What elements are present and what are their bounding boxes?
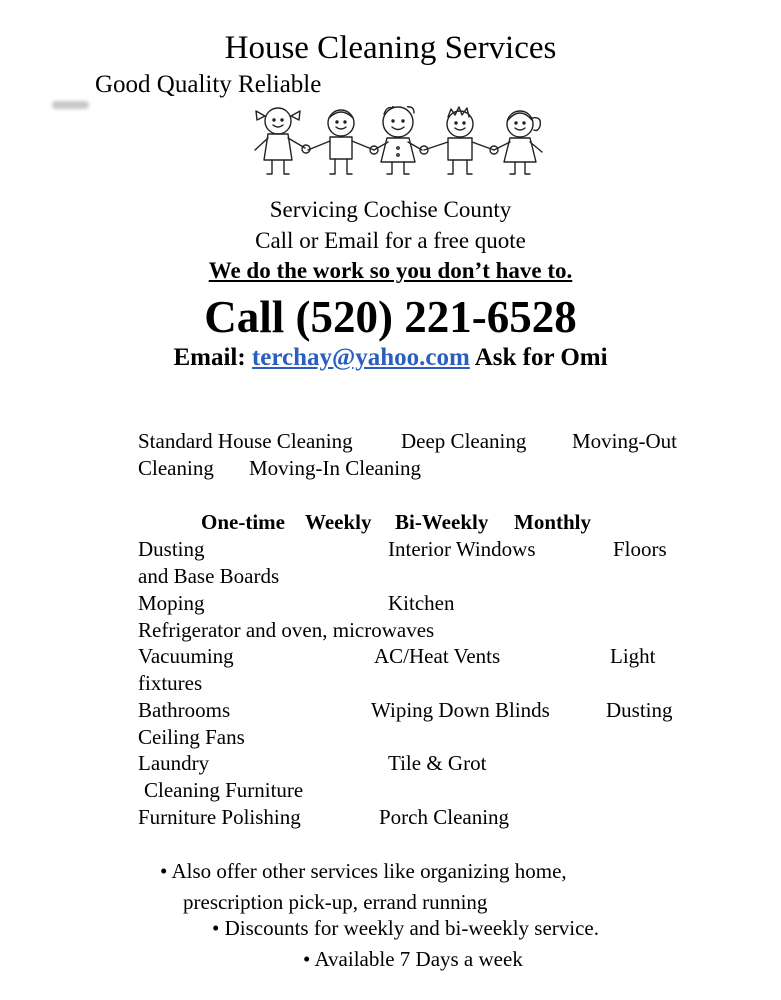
- bullet-other-services: [160, 857, 567, 885]
- task-dusting: Dusting: [138, 537, 205, 561]
- task-moping: Moping: [138, 591, 205, 615]
- email-line: [0, 342, 781, 374]
- free-quote-text: Call or Email for a free quote: [255, 228, 526, 253]
- service-standard: Standard House Cleaning: [138, 429, 353, 453]
- service-deep: Deep Cleaning: [401, 429, 527, 453]
- service-moving-out-cont: Cleaning: [138, 456, 214, 480]
- task-floors: Floors: [613, 537, 667, 561]
- task-ac-vents: AC/Heat Vents: [374, 644, 501, 668]
- page-title: House Cleaning Services: [224, 30, 557, 66]
- smudge-mark: [52, 101, 89, 109]
- freq-weekly: Weekly: [305, 510, 372, 534]
- email-link[interactable]: terchay@yahoo.com: [251, 344, 470, 371]
- task-base-boards: and Base Boards: [138, 564, 280, 588]
- task-ceiling-fans: Ceiling Fans: [138, 725, 245, 749]
- service-moving-out: Moving-Out: [572, 429, 677, 453]
- email-label: Email:: [173, 344, 246, 371]
- freq-one-time: One-time: [201, 510, 285, 534]
- ask-for-text: Ask for Omi: [474, 344, 608, 371]
- other-services-text: Also offer other services like organizing home,: [171, 859, 567, 883]
- freq-monthly: Monthly: [514, 510, 592, 534]
- task-blinds: Wiping Down Blinds: [371, 698, 550, 722]
- bullet-icon: •: [212, 916, 220, 940]
- task-furniture-polishing: Furniture Polishing: [138, 805, 301, 829]
- bullet-icon: •: [160, 859, 168, 883]
- children-holding-hands-illustration: [238, 106, 564, 182]
- task-light: Light: [610, 644, 656, 668]
- task-bathrooms: Bathrooms: [138, 698, 231, 722]
- bullet-discounts: [212, 914, 599, 942]
- task-vacuuming: Vacuuming: [138, 644, 234, 668]
- availability-text: Available 7 Days a week: [314, 947, 523, 971]
- discounts-text: Discounts for weekly and bi-weekly service.: [224, 916, 599, 940]
- phone-number: Call (520) 221-6528: [204, 292, 577, 342]
- bullet-availability: [303, 945, 523, 973]
- task-fixtures: fixtures: [138, 671, 203, 695]
- task-porch: Porch Cleaning: [379, 805, 510, 829]
- task-interior-windows: Interior Windows: [388, 537, 536, 561]
- tagline: Good Quality Reliable: [95, 71, 322, 98]
- other-services-cont: prescription pick-up, errand running: [183, 890, 488, 914]
- task-kitchen: Kitchen: [388, 591, 455, 615]
- freq-bi-weekly: Bi-Weekly: [395, 510, 489, 534]
- task-refrigerator: Refrigerator and oven, microwaves: [138, 618, 435, 642]
- task-laundry: Laundry: [138, 751, 210, 775]
- task-tile: Tile & Grot: [388, 751, 487, 775]
- bullet-icon: •: [303, 947, 311, 971]
- service-moving-in: Moving-In Cleaning: [249, 456, 422, 480]
- task-cleaning-furniture: Cleaning Furniture: [144, 778, 304, 802]
- task-dusting-2: Dusting: [606, 698, 673, 722]
- slogan: We do the work so you don’t have to.: [208, 258, 573, 283]
- service-area: Servicing Cochise County: [269, 197, 512, 222]
